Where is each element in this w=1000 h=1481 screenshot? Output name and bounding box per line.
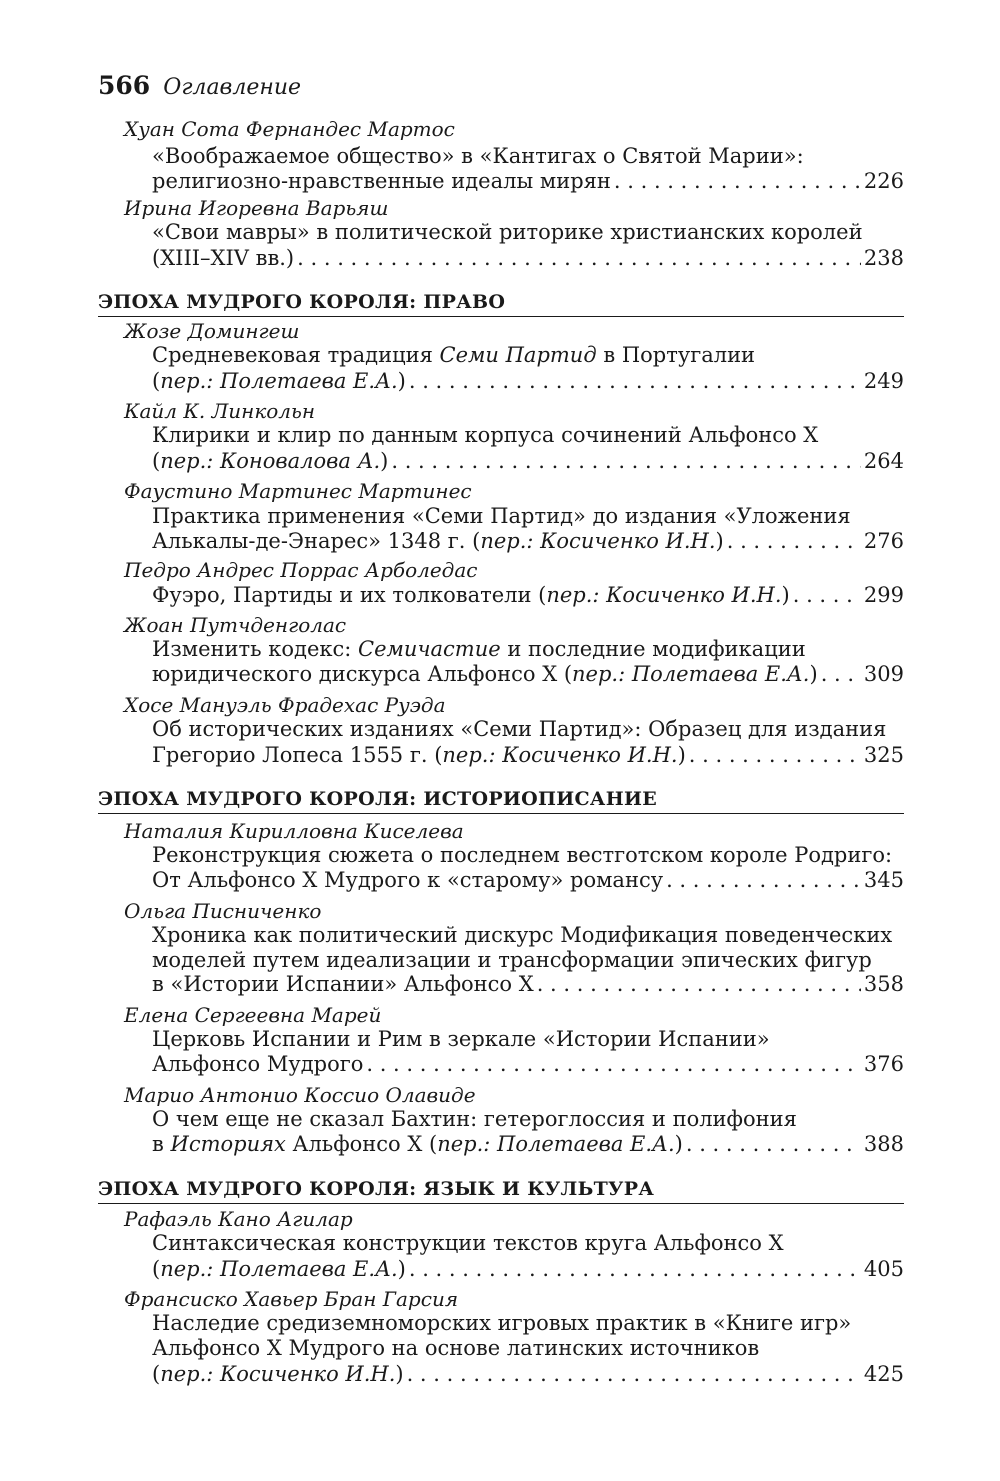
title-part: )	[395, 1362, 404, 1386]
title-part: )	[674, 1132, 683, 1156]
entry-title-text: религиозно-нравственные идеалы мирян	[152, 169, 611, 193]
entry-page-number: 276	[863, 529, 904, 553]
entry-author: Ольга Писниченко	[124, 899, 322, 923]
entry-page-number: 238	[863, 246, 904, 270]
dot-leader	[614, 168, 861, 194]
entry-title-last-line[interactable]	[152, 528, 904, 554]
dot-leader	[366, 1051, 861, 1077]
entry-title-line: Альфонсо X Мудрого на основе латинских источников	[152, 1336, 760, 1360]
entry-page-number: 226	[863, 169, 904, 193]
dot-leader	[686, 1131, 861, 1157]
entry-page-number: 388	[863, 1132, 904, 1156]
dot-leader	[727, 528, 861, 554]
entry-page-number: 249	[863, 369, 904, 393]
translator-note: пер.: Полетаева Е.А.	[160, 369, 398, 393]
entry-author: Рафаэль Кано Агилар	[124, 1207, 353, 1231]
dot-leader	[666, 867, 861, 893]
translator-note: пер.: Косиченко И.Н.	[442, 743, 678, 767]
entry-title-text	[152, 661, 818, 687]
entry-title-last-line[interactable]	[152, 168, 904, 194]
title-part: )	[397, 1257, 406, 1281]
entry-title-line: Реконструкция сюжета о последнем вестготском короле Родриго:	[152, 843, 893, 867]
entry-title-last-line[interactable]	[152, 971, 904, 997]
entry-title-text: (XIII–XIV вв.)	[152, 246, 295, 270]
dot-leader	[407, 1361, 861, 1387]
entry-author: Фаустино Мартинес Мартинес	[124, 479, 472, 503]
translator-note: пер.: Косиченко И.Н.	[480, 529, 716, 553]
entry-title-line: Клирики и клир по данным корпуса сочинений Альфонсо X	[152, 423, 819, 447]
translator-note: пер.: Полетаева Е.А.	[572, 662, 810, 686]
entry-title-line	[152, 342, 755, 368]
entry-title-line: Наследие средиземноморских игровых практик в «Книге игр»	[152, 1311, 852, 1335]
entry-author: Марио Антонио Коссио Олавиде	[124, 1083, 476, 1107]
translator-note: пер.: Полетаева Е.А.	[160, 1257, 398, 1281]
entry-title-last-line[interactable]	[152, 1051, 904, 1077]
entry-title-last-line[interactable]	[152, 582, 904, 608]
dot-leader	[391, 448, 861, 474]
title-part: )	[809, 662, 818, 686]
entry-title-line: Синтаксическая конструкции текстов круга Альфонсо X	[152, 1231, 784, 1255]
title-part: Средневековая традиция	[152, 343, 440, 367]
running-head	[98, 72, 301, 103]
entry-title-line: моделей путем идеализации и трансформации эпических фигур	[152, 948, 872, 972]
title-part: )	[715, 529, 724, 553]
section-heading: ЭПОХА МУДРОГО КОРОЛЯ: ЯЗЫК И КУЛЬТУРА	[98, 1178, 655, 1200]
dot-leader	[297, 245, 861, 271]
title-part: в Португалии	[596, 343, 756, 367]
entry-page-number: 358	[863, 972, 904, 996]
entry-title-text	[152, 1256, 406, 1282]
title-part-italic: Семичастие	[358, 637, 501, 661]
entry-page-number: 405	[863, 1257, 904, 1281]
entry-author: Жозе Домингеш	[124, 319, 300, 343]
section-heading: ЭПОХА МУДРОГО КОРОЛЯ: ПРАВО	[98, 291, 506, 313]
translator-note: пер.: Косиченко И.Н.	[546, 583, 782, 607]
section-rule	[98, 813, 904, 814]
entry-title-last-line[interactable]	[152, 742, 904, 768]
dot-leader	[409, 1256, 861, 1282]
entry-title-text	[152, 742, 686, 768]
entry-title-line: «Воображаемое общество» в «Кантигах о Святой Марии»:	[152, 144, 804, 168]
entry-author: Жоан Путчденголас	[124, 613, 347, 637]
title-part-italic: Семи Партид	[439, 343, 597, 367]
dot-leader	[821, 661, 861, 687]
entry-author: Елена Сергеевна Марей	[124, 1003, 382, 1027]
title-part: Алькалы-де-Энарес» 1348 г. (	[152, 529, 481, 553]
title-part: (	[152, 369, 161, 393]
entry-title-last-line[interactable]	[152, 661, 904, 687]
entry-author: Кайл К. Линкольн	[124, 399, 316, 423]
title-part: )	[677, 743, 686, 767]
entry-title-text	[152, 1131, 683, 1157]
title-part: и последние модификации	[500, 637, 806, 661]
entry-title-line: «Свои мавры» в политической риторике христианских королей	[152, 220, 863, 244]
title-part: Изменить кодекс:	[152, 637, 359, 661]
title-part: в	[152, 1132, 171, 1156]
entry-title-text: в «Истории Испании» Альфонсо X	[152, 972, 534, 996]
section-rule	[98, 1203, 904, 1204]
entry-title-text: От Альфонсо X Мудрого к «старому» романсу	[152, 868, 664, 892]
entry-author: Франсиско Хавьер Бран Гарсия	[124, 1287, 459, 1311]
title-part: )	[380, 449, 389, 473]
entry-title-text	[152, 368, 406, 394]
entry-author: Хуан Сота Фернандес Мартос	[124, 117, 455, 141]
entry-author: Наталия Кирилловна Киселева	[124, 819, 464, 843]
entry-title-last-line[interactable]	[152, 245, 904, 271]
entry-page-number: 325	[863, 743, 904, 767]
section-heading: ЭПОХА МУДРОГО КОРОЛЯ: ИСТОРИОПИСАНИЕ	[98, 788, 657, 810]
entry-title-line: Практика применения «Семи Партид» до издания «Уложения	[152, 504, 851, 528]
translator-note: пер.: Коновалова А.	[160, 449, 381, 473]
entry-page-number: 425	[863, 1362, 904, 1386]
title-part: (	[152, 449, 161, 473]
entry-title-line	[152, 636, 806, 662]
entry-page-number: 264	[863, 449, 904, 473]
title-part: )	[397, 369, 406, 393]
entry-title-text	[152, 582, 790, 608]
entry-author: Хосе Мануэль Фрадехас Руэда	[124, 693, 446, 717]
page-number: 566	[98, 71, 151, 100]
entry-title-text	[152, 1361, 404, 1387]
title-part: )	[781, 583, 790, 607]
section-rule	[98, 316, 904, 317]
entry-title-line: Хроника как политический дискурс Модификация поведенческих	[152, 923, 893, 947]
title-part-italic: Историях	[170, 1132, 286, 1156]
dot-leader	[689, 742, 861, 768]
title-part: (	[152, 1257, 161, 1281]
title-part: Фуэро, Партиды и их толкователи (	[152, 583, 547, 607]
translator-note: пер.: Косиченко И.Н.	[160, 1362, 396, 1386]
title-part: юридического дискурса Альфонсо X (	[152, 662, 573, 686]
title-part: (	[152, 1362, 161, 1386]
entry-title-text	[152, 448, 388, 474]
entry-title-line: Церковь Испании и Рим в зеркале «Истории Испании»	[152, 1027, 770, 1051]
entry-author: Педро Андрес Поррас Арболедас	[124, 558, 478, 582]
dot-leader	[409, 368, 861, 394]
entry-page-number: 299	[863, 583, 904, 607]
title-part: Грегорио Лопеса 1555 г. (	[152, 743, 443, 767]
dot-leader	[793, 582, 861, 608]
entry-title-last-line[interactable]	[152, 368, 904, 394]
entry-author: Ирина Игоревна Варьяш	[124, 196, 389, 220]
entry-page-number: 309	[863, 662, 904, 686]
entry-title-line: О чем еще не сказал Бахтин: гетероглоссия и полифония	[152, 1107, 797, 1131]
entry-title-last-line[interactable]	[152, 867, 904, 893]
entry-title-last-line[interactable]	[152, 1361, 904, 1387]
running-title: Оглавление	[163, 75, 302, 100]
title-part: Альфонсо X (	[285, 1132, 438, 1156]
entry-title-text: Альфонсо Мудрого	[152, 1052, 364, 1076]
entry-page-number: 345	[863, 868, 904, 892]
entry-title-line: Об исторических изданиях «Семи Партид»: Образец для издания	[152, 717, 887, 741]
entry-page-number: 376	[863, 1052, 904, 1076]
dot-leader	[537, 971, 861, 997]
entry-title-last-line[interactable]	[152, 448, 904, 474]
entry-title-text	[152, 528, 724, 554]
entry-title-last-line[interactable]	[152, 1131, 904, 1157]
page	[98, 0, 904, 1481]
translator-note: пер.: Полетаева Е.А.	[437, 1132, 675, 1156]
entry-title-last-line[interactable]	[152, 1256, 904, 1282]
